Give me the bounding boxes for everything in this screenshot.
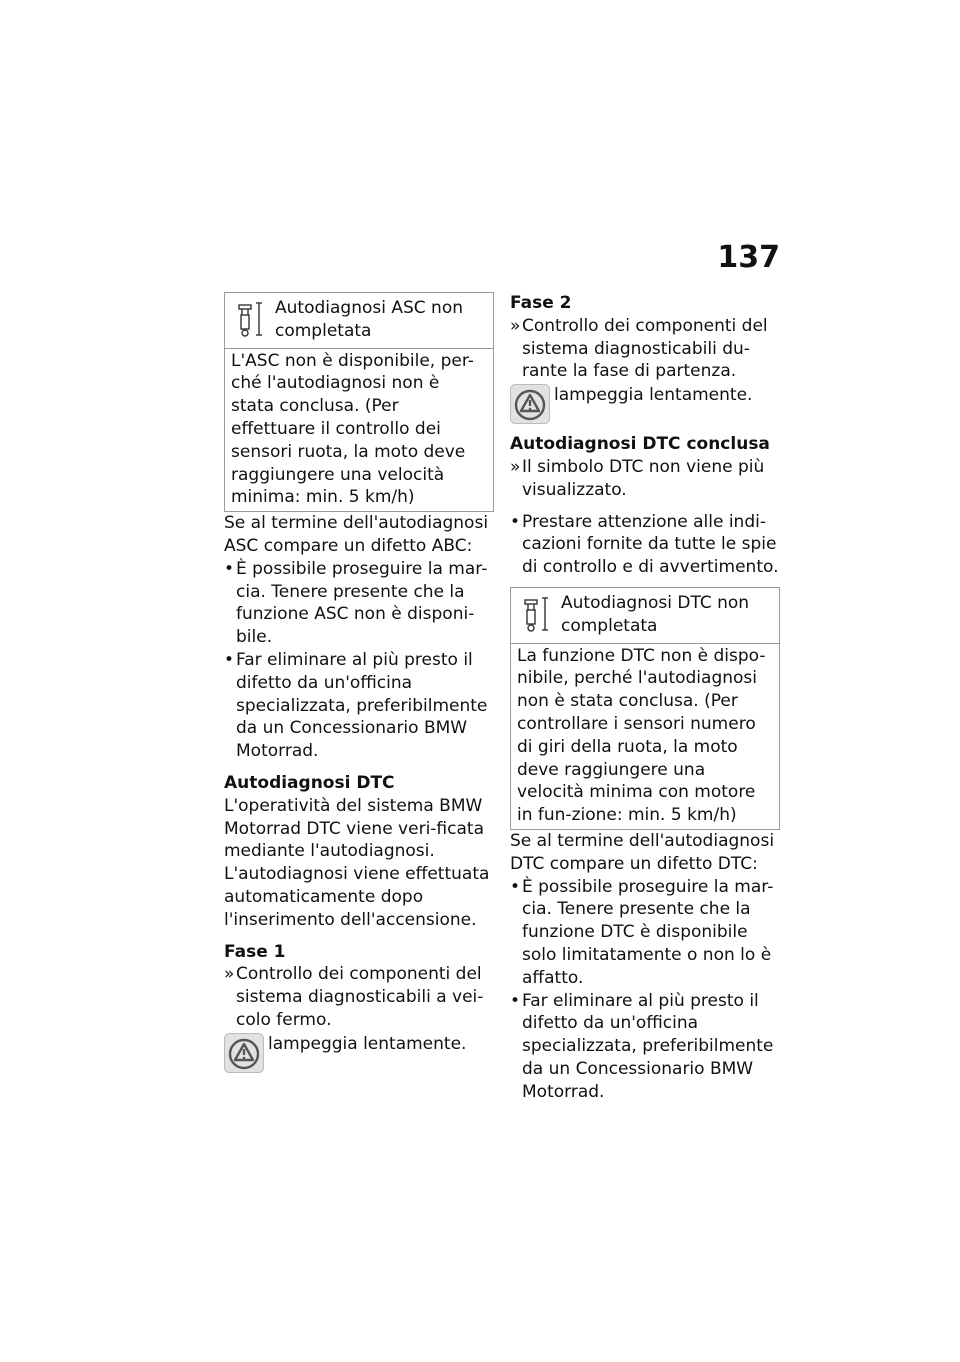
list-item: • È possibile proseguire la mar-cia. Tenere presente che la funzione DTC è disponibile solo limitatamente o non lo è affatto. <box>510 876 780 990</box>
list-item: • È possibile proseguire la mar-cia. Tenere presente che la funzione ASC non è disponi-bile. <box>224 558 494 649</box>
dtc-done-list <box>510 456 780 579</box>
phase1-indicator-text: lampeggia lentamente. <box>268 1033 467 1054</box>
dtc-notice-header <box>511 588 779 644</box>
dtc-notice-box <box>510 587 780 830</box>
dtc-fault-intro: Se al termine dell'autodiagnosi DTC compare un difetto DTC: <box>510 830 775 874</box>
phase2-indicator-text: lampeggia lentamente. <box>554 385 753 406</box>
sensor-wrench-icon <box>523 592 551 636</box>
list-item: » Controllo dei componenti del sistema diagnosticabili du-rante la fase di partenza. <box>510 315 780 383</box>
warning-triangle-icon <box>510 384 550 424</box>
phase1-list <box>224 963 494 1031</box>
left-column <box>224 292 494 1073</box>
list-item: • Far eliminare al più presto il difetto da un'officina specializzata, preferibilmente da un Concessionario BMW Motorrad. <box>510 990 780 1104</box>
dtc-notice-title: Autodiagnosi DTC non completata <box>561 592 750 636</box>
phase2-heading: Fase 2 <box>510 293 572 313</box>
sensor-wrench-icon <box>237 297 265 341</box>
phase2-indicator <box>510 384 780 424</box>
dtc-notice-body: La funzione DTC non è dispo-nibile, perché l'autodiagnosi non è stata conclusa. (Per controllare i sensori numero di giri della ruota, la moto deve raggiungere una velocità minima con motore in fun-zione: min. 5 km/h) <box>517 645 766 826</box>
asc-fault-list <box>224 558 494 763</box>
page-number: 137 <box>717 240 780 275</box>
phase1-indicator <box>224 1033 494 1073</box>
phase1-heading: Fase 1 <box>224 941 286 962</box>
dtc-fault-list <box>510 876 780 1104</box>
dtc-self-test-paragraph: L'operatività del sistema BMW Motorrad DTC viene veri-ficata mediante l'autodiagnosi. L'autodiagnosi viene effettuata automaticamente dopo l'inserimento dell'accensione. <box>224 795 490 930</box>
asc-notice-box <box>224 292 494 512</box>
dtc-self-test-heading: Autodiagnosi DTC <box>224 772 395 793</box>
asc-fault-intro: Se al termine dell'autodiagnosi ASC compare un difetto ABC: <box>224 513 489 556</box>
dtc-done-heading: Autodiagnosi DTC conclusa <box>510 434 770 455</box>
list-item: • Far eliminare al più presto il difetto da un'officina specializzata, preferibilmente da un Concessionario BMW Motorrad. <box>224 649 494 763</box>
list-item: • Prestare attenzione alle indi-cazioni fornite da tutte le spie di controllo e di avvertimento. <box>510 511 780 579</box>
phase2-list <box>510 315 780 383</box>
right-column <box>510 292 780 1104</box>
asc-notice-title: Autodiagnosi ASC non completata <box>275 298 463 341</box>
asc-notice-header <box>225 293 493 349</box>
list-item: » Controllo dei componenti del sistema diagnosticabili a vei-colo fermo. <box>224 963 494 1031</box>
asc-notice-body: L'ASC non è disponibile, per-ché l'autodiagnosi non è stata conclusa. (Per effettuare il controllo dei sensori ruota, la moto deve raggiungere una velocità minima: min. 5 km/h) <box>231 350 474 508</box>
list-item: » Il simbolo DTC non viene più visualizzato. <box>510 456 780 502</box>
warning-triangle-icon <box>224 1033 264 1073</box>
